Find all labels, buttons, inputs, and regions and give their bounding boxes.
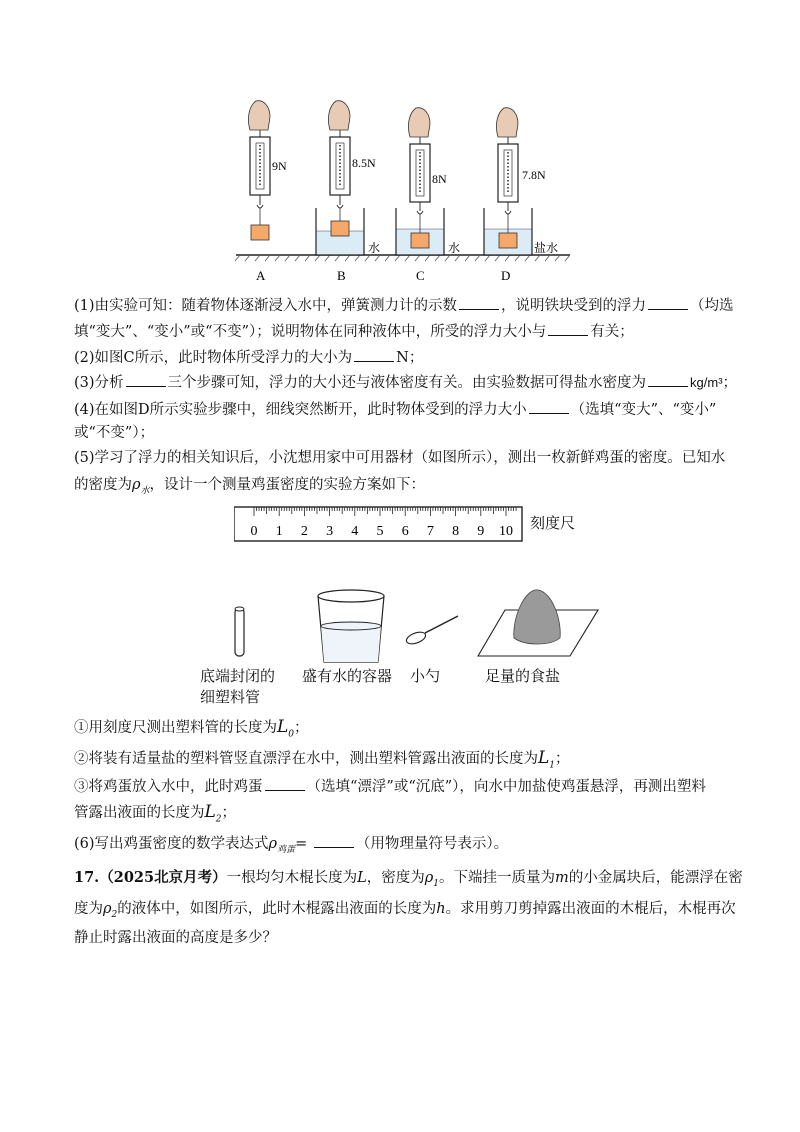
text: （选填“漂浮”或“沉底”），向水中加盐使鸡蛋悬浮，再测出塑料	[306, 779, 706, 795]
text: 的液体中，如图所示，此时木棍露出液面的长度为	[117, 901, 437, 917]
question-source: （2025北京月考）	[99, 869, 227, 886]
step3-line2	[74, 802, 236, 829]
text: ；	[294, 720, 309, 736]
text: 度为	[74, 901, 103, 917]
text: 一根均匀木棍长度为	[226, 870, 358, 886]
text: (5)学习了浮力的相关知识后，小沈想用家中可用器材（如图所示），测出一枚新鲜鸡蛋的密度。已知水	[74, 450, 726, 466]
ruler-number: 7	[426, 524, 434, 539]
text: ，设计一个测量鸡蛋密度的实验方案如下：	[149, 477, 426, 493]
text: =	[295, 836, 312, 852]
reading-a: 9N	[272, 159, 287, 173]
reading-b: 8.5N	[352, 156, 376, 170]
answer-blank[interactable]	[548, 321, 588, 336]
text: 静止时露出液面的高度是多少？	[74, 930, 277, 946]
text: (1)由实验可知：随着物体逐渐浸入水中，弹簧测力计的示数	[74, 298, 458, 314]
answer-blank[interactable]	[126, 372, 166, 387]
q2-line	[74, 347, 423, 368]
text: 。下端挂一质量为	[439, 870, 555, 886]
spoon	[405, 616, 458, 646]
plastic-tube	[235, 607, 244, 656]
ruler-number: 10	[499, 524, 513, 539]
ruler-number: 6	[401, 524, 409, 539]
q4-line1	[74, 399, 716, 420]
symbol-L2: $L_2$	[204, 802, 222, 825]
text: ③将鸡蛋放入水中，此时鸡蛋	[74, 779, 263, 795]
text: 有关；	[590, 324, 634, 340]
q5-line2	[74, 475, 425, 501]
text: ，说明铁块受到的浮力	[501, 298, 647, 314]
spoon-label: 小勺	[410, 667, 441, 685]
step2	[74, 748, 570, 775]
answer-blank[interactable]	[648, 295, 688, 310]
ruler-number: 9	[477, 524, 485, 539]
text: N；	[396, 350, 424, 366]
tube-label-2: 细塑料管	[200, 688, 261, 706]
salt-pile	[478, 590, 598, 656]
symbol-h: h	[436, 901, 446, 917]
step1	[74, 717, 309, 744]
text: (3)分析	[74, 375, 124, 391]
q5-line1	[74, 448, 725, 468]
reading-c: 8N	[432, 172, 447, 186]
container-label: 盛有水的容器	[302, 667, 393, 685]
rho-egg-symbol: $\rho_{鸡蛋}$	[268, 836, 296, 855]
answer-blank[interactable]	[314, 833, 354, 848]
q17-line1	[74, 868, 743, 894]
text: ，密度为	[366, 870, 425, 886]
text: (2)如图C所示，此时物体所受浮力的大小为	[74, 350, 353, 366]
text: ；	[722, 375, 738, 391]
symbol-rho2: $\rho_2$	[103, 901, 118, 920]
ruler-label: 刻度尺	[530, 514, 576, 532]
text: ；	[221, 805, 237, 821]
text: 的小金属块后，能漂浮在密	[568, 870, 743, 886]
liquid-c: 水	[448, 241, 461, 255]
text: 填“变大”、“变小”或“不变”）；说明物体在同种液体中，所受的浮力大小与	[74, 324, 547, 340]
tube-label-1: 底端封闭的	[200, 667, 276, 685]
text: 管露出液面的长度为	[74, 805, 205, 821]
unit-text: kg/m³	[690, 375, 723, 390]
ruler-number: 1	[275, 524, 283, 539]
panel-b	[316, 101, 380, 255]
answer-blank[interactable]	[648, 372, 688, 387]
symbol-m: m	[555, 870, 569, 886]
label-d: D	[501, 268, 511, 283]
liquid-d: 盐水	[534, 241, 559, 255]
text: 或“不变”）；	[74, 425, 155, 441]
answer-blank[interactable]	[529, 399, 569, 414]
step6	[74, 833, 508, 860]
ruler-number: 0	[250, 524, 258, 539]
ruler-number: 4	[351, 524, 359, 539]
symbol-L0: $L_0$	[277, 717, 295, 740]
q17-line3	[74, 928, 277, 948]
symbol-L1: $L_1$	[538, 748, 556, 771]
text: 三个步骤可知，浮力的大小还与液体密度有关。由实验数据可得盐水密度为	[167, 375, 647, 391]
label-a: A	[256, 268, 266, 283]
text: (6)写出鸡蛋密度的数学表达式	[74, 836, 269, 852]
ruler-figure	[234, 505, 574, 547]
ruler-number: 2	[300, 524, 308, 539]
answer-blank[interactable]	[354, 347, 394, 362]
text: （均选	[690, 298, 734, 314]
equipment-figure	[220, 578, 620, 668]
text: ；	[555, 751, 570, 767]
text: （用物理量符号表示）。	[355, 836, 509, 852]
text: (4)在如图D所示实验步骤中，细线突然断开，此时物体受到的浮力大小	[74, 402, 527, 418]
label-c: C	[416, 268, 425, 283]
label-b: B	[337, 268, 346, 283]
question-number: 17.	[74, 869, 100, 886]
text: （选填“变大”、“变小”	[570, 402, 717, 418]
water-container	[318, 590, 384, 662]
rho-water-symbol: $\rho_水$	[132, 477, 150, 496]
text: 的密度为	[74, 477, 132, 493]
q17-line2	[74, 899, 736, 925]
q4-line2	[74, 423, 154, 443]
text: ②将装有适量盐的塑料管竖直漂浮在水中，测出塑料管露出液面的长度为	[74, 751, 538, 767]
symbol-rho1: $\rho_1$	[424, 870, 439, 889]
reading-d: 7.8N	[522, 168, 546, 182]
salt-label: 足量的食盐	[485, 667, 561, 685]
ruler-number: 8	[452, 524, 460, 539]
liquid-b: 水	[368, 241, 381, 255]
ruler-number: 5	[376, 524, 384, 539]
q1-line1	[74, 295, 734, 316]
text: 。求用剪刀剪掉露出液面的木棍后，木棍再次	[445, 901, 736, 917]
ruler-number: 3	[326, 524, 334, 539]
panel-a	[248, 101, 287, 240]
q1-line2	[74, 321, 634, 342]
symbol-L: L	[357, 870, 367, 886]
text: ①用刻度尺测出塑料管的长度为	[74, 720, 277, 736]
q3-line	[74, 372, 737, 393]
answer-blank[interactable]	[265, 776, 305, 791]
answer-blank[interactable]	[459, 295, 499, 310]
panel-d	[484, 108, 558, 255]
panel-c	[396, 108, 460, 255]
spring-scale-figure	[230, 95, 575, 290]
step3-line1	[74, 776, 706, 797]
